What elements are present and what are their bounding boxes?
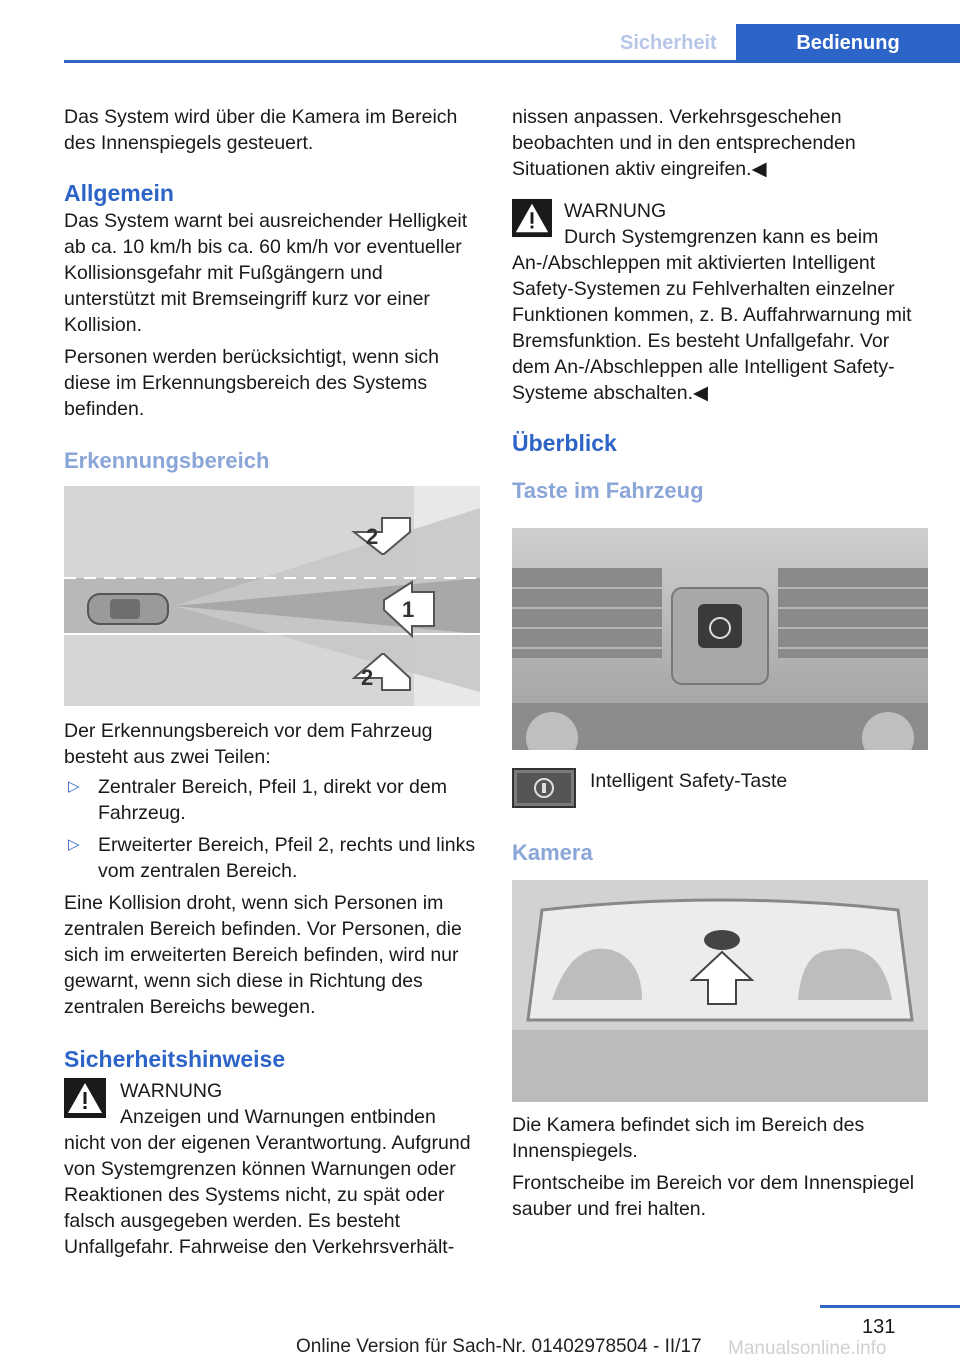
left-column [64, 104, 479, 476]
warning-icon [64, 1078, 106, 1118]
heading-kamera: Kamera [512, 840, 593, 865]
right-column [512, 104, 927, 506]
heading-sicherheitshinweise: Sicherheitshinweise [64, 1046, 286, 1072]
label-2-top: 2 [366, 524, 379, 549]
warning-block-1 [64, 1078, 479, 1260]
warning-text: Durch Systemgrenzen kann es beim An-/Abschleppen mit aktivierten Intelligent Safety-Systemen zu Fehlverhalten einzelner Funktionen kommen, z. B. Auffahrwarnung mit Bremsfunktion. Es besteht Unfallgefahr. Vor dem An-/Abschleppen alle Intelligent Safety-Systeme abschalten.◀ [512, 226, 912, 404]
zone-list [64, 774, 479, 884]
camera-figure [512, 880, 928, 1102]
page-header [0, 0, 960, 62]
detection-zone-figure [64, 486, 480, 706]
watermark: Manualsonline.info [728, 1338, 887, 1359]
warning-icon [512, 198, 552, 238]
left-column-lower [64, 718, 479, 1260]
kamera-paragraph-1: Die Kamera befindet sich im Bereich des Innenspiegels. [512, 1114, 865, 1162]
footer-rule [820, 1305, 960, 1308]
right-column-lower [512, 1112, 927, 1222]
heading-ueberblick: Überblick [512, 430, 617, 456]
section-tab: Sicherheit [620, 32, 717, 54]
kollision-paragraph: Eine Kollision droht, wenn sich Personen im zentralen Bereich befinden. Vor Personen, die sich im erweiterten Bereich befinden, wird nur gewarnt, wenn sich diese in Richtung des zentralen Bereichs bewegen. [64, 892, 462, 1018]
warning-block-2 [512, 198, 927, 406]
kamera-paragraph-2: Frontscheibe im Bereich vor dem Innenspiegel sauber und frei halten. [512, 1172, 915, 1220]
warning-label: WARNUNG [564, 200, 667, 222]
button-caption-row [512, 768, 928, 808]
allgemein-paragraph-1: Das System warnt bei ausreichender Helligkeit ab ca. 10 km/h bis ca. 60 km/h vor eventueller Kollisionsgefahr mit Fußgängern und unterstützt mit Bremseingriff kurz vor einer Kollision. [64, 210, 468, 336]
header-rule [64, 60, 960, 63]
vehicle-button-figure [512, 528, 928, 750]
list-item: ▷ Erweiterter Bereich, Pfeil 2, rechts und links vom zentralen Bereich. [68, 834, 476, 882]
list-marker-icon: ▷ [68, 836, 80, 853]
heading-taste-im-fahrzeug: Taste im Fahrzeug [512, 478, 704, 503]
list-marker-icon: ▷ [68, 778, 80, 795]
label-2-bottom: 2 [361, 665, 374, 690]
warning-text: Anzeigen und Warnungen entbinden nicht von der eigenen Verantwortung. Aufgrund von Systemgrenzen können Warnungen oder Reaktionen des Systems nicht, zu spät oder falsch ausgegeben werden. Es besteht Unfallgefahr. Fahrweise den Verkehrsverhält- [64, 1106, 471, 1258]
page-number: 131 [862, 1316, 896, 1338]
chapter-tab: Bedienung [736, 24, 960, 62]
car-icon [88, 594, 168, 624]
intro-paragraph: Das System wird über die Kamera im Bereich des Innenspiegels gesteuert. [64, 106, 458, 154]
label-1: 1 [402, 597, 415, 622]
online-version-note: Online Version für Sach-Nr. 01402978504 - II/17 [296, 1336, 702, 1357]
erkennung-paragraph: Der Erkennungsbereich vor dem Fahrzeug besteht aus zwei Teilen: [64, 720, 433, 768]
heading-allgemein: Allgemein [64, 180, 174, 206]
heading-erkennungsbereich: Erkennungsbereich [64, 448, 270, 473]
warning-label: WARNUNG [120, 1080, 223, 1102]
continued-paragraph: nissen anpassen. Verkehrsgeschehen beobachten und in den entsprechenden Situationen aktiv eingreifen.◀ [512, 106, 856, 180]
intelligent-safety-button-icon [512, 768, 576, 808]
button-caption: Intelligent Safety-Taste [590, 770, 788, 792]
allgemein-paragraph-2: Personen werden berücksichtigt, wenn sich diese im Erkennungsbereich des Systems befinden. [64, 346, 440, 420]
list-item: ▷ Zentraler Bereich, Pfeil 1, direkt vor dem Fahrzeug. [68, 776, 447, 824]
